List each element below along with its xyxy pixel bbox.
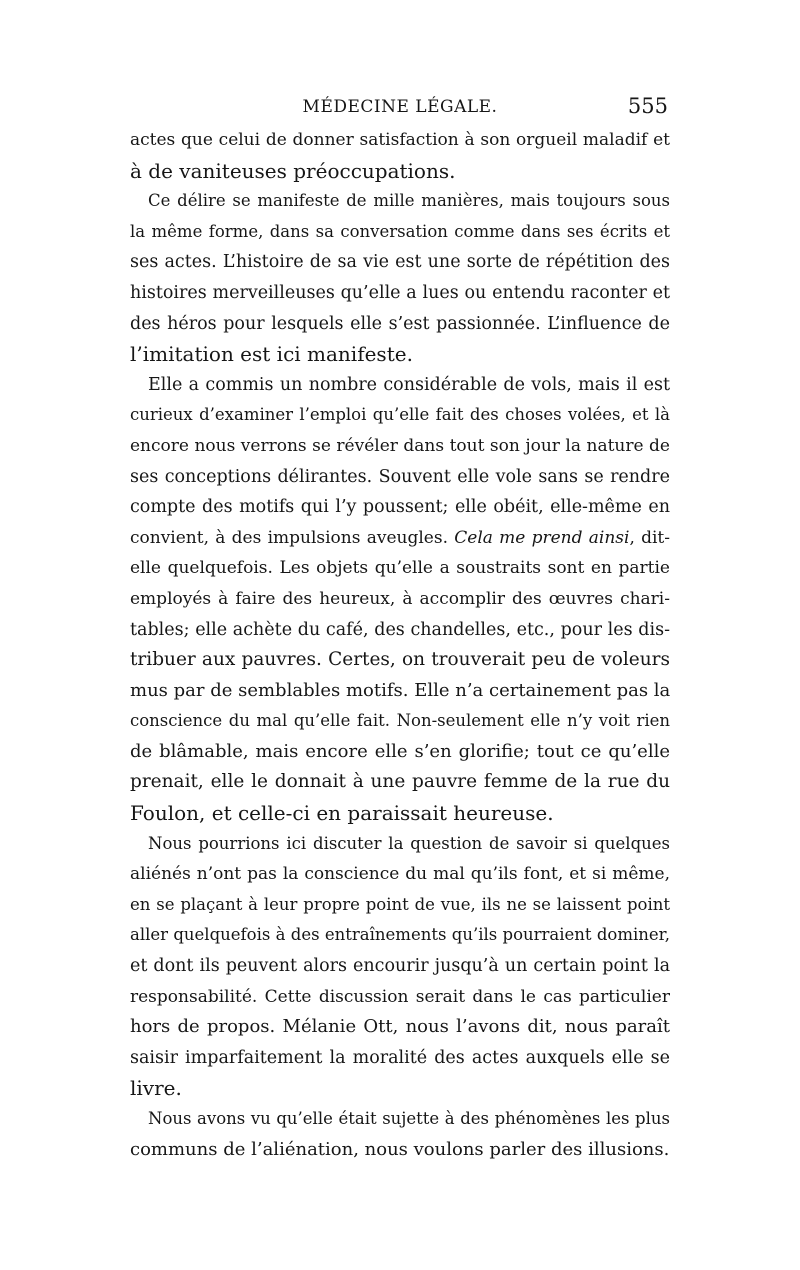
text-line xyxy=(130,676,670,707)
italic-quote: Cela me prend ainsi xyxy=(454,527,630,548)
line-text: employés à faire des heureux, à accomplir des œuvres chari- xyxy=(130,588,670,609)
running-head xyxy=(130,94,670,127)
line-text: des héros pour lesquels elle s’est passionnée. L’influence de xyxy=(130,313,670,334)
line-text: elle quelquefois. Les objets qu’elle a soustraits sont en partie xyxy=(130,558,670,579)
text-line xyxy=(130,400,670,431)
text-line xyxy=(130,156,670,187)
text-line xyxy=(130,767,670,798)
line-text: saisir imparfaitement la moralité des actes auxquels elle se xyxy=(130,1047,670,1068)
line-text-after: , dit- xyxy=(629,527,670,548)
line-text: communs de l’aliénation, nous voulons parler des illusions. xyxy=(130,1138,670,1160)
line-text: ses conceptions délirantes. Souvent elle vole sans se rendre xyxy=(130,466,670,487)
text-line xyxy=(130,1043,670,1074)
line-text: et dont ils peuvent alors encourir jusqu’à un certain point la xyxy=(130,956,670,977)
text-line xyxy=(130,982,670,1013)
line-text: curieux d’examiner l’emploi qu’elle fait des choses volées, et là xyxy=(130,405,670,425)
text-line xyxy=(130,1073,670,1104)
line-text: histoires merveilleuses qu’elle a lues ou entendu raconter et xyxy=(130,282,670,303)
line-text: Elle a commis un nombre considérable de vols, mais il est xyxy=(148,374,670,395)
line-text: actes que celui de donner satisfaction à son orgueil maladif et xyxy=(130,130,670,150)
text-line xyxy=(130,309,670,340)
line-text: prenait, elle le donnait à une pauvre femme de la rue du xyxy=(130,771,670,793)
line-text: l’imitation est ici manifeste. xyxy=(130,342,413,367)
line-text: ses actes. L’histoire de sa vie est une sorte de répétition des xyxy=(130,252,670,273)
line-text: encore nous verrons se révéler dans tout son jour la nature de xyxy=(130,435,670,456)
line-text: responsabilité. Cette discussion serait dans le cas particulier xyxy=(130,986,670,1007)
text-line xyxy=(130,706,670,737)
line-text: la même forme, dans sa conversation comme dans ses écrits et xyxy=(130,221,670,241)
line-text: hors de propos. Mélanie Ott, nous l’avons dit, nous paraît xyxy=(130,1016,670,1038)
text-line xyxy=(130,217,670,248)
page-number: 555 xyxy=(627,94,668,118)
line-text: livre. xyxy=(130,1076,182,1101)
line-text: aller quelquefois à des entraînements qu’ils pourraient dominer, xyxy=(130,925,670,945)
text-line xyxy=(130,1104,670,1135)
text-line xyxy=(130,370,670,401)
body-text xyxy=(130,125,670,1165)
line-text: Nous avons vu qu’elle était sujette à des phénomènes les plus xyxy=(148,1109,670,1128)
text-line xyxy=(130,1012,670,1043)
line-text: à de vaniteuses préoccupations. xyxy=(130,158,456,183)
text-line xyxy=(130,645,670,676)
text-line xyxy=(130,553,670,584)
line-text: tables; elle achète du café, des chandelles, etc., pour les dis- xyxy=(130,619,670,640)
text-line xyxy=(130,615,670,646)
text-line xyxy=(130,278,670,309)
text-line xyxy=(130,920,670,951)
running-title: MÉDECINE LÉGALE. xyxy=(302,97,498,117)
text-line xyxy=(130,798,670,829)
line-text: Foulon, et celle-ci en paraissait heureuse. xyxy=(130,801,554,826)
text-line xyxy=(130,737,670,768)
line-text: compte des motifs qui l’y poussent; elle obéit, elle-même en xyxy=(130,497,670,518)
text-line xyxy=(130,186,670,217)
text-line xyxy=(130,890,670,921)
text-line xyxy=(130,859,670,890)
text-line xyxy=(130,584,670,615)
line-text: mus par de semblables motifs. Elle n’a certainement pas la xyxy=(130,679,671,701)
line-text: conscience du mal qu’elle fait. Non-seulement elle n’y voit rien xyxy=(130,711,670,731)
line-text: aliénés n’ont pas la conscience du mal qu’ils font, et si même, xyxy=(130,864,670,885)
line-text: Nous pourrions ici discuter la question de savoir si quelques xyxy=(148,833,670,853)
text-line xyxy=(130,462,670,493)
text-line xyxy=(130,247,670,278)
line-text: convient, à des impulsions aveugles. xyxy=(130,527,448,548)
text-line xyxy=(130,951,670,982)
line-text: de blâmable, mais encore elle s’en glorifie; tout ce qu’elle xyxy=(130,740,670,762)
line-text: tribuer aux pauvres. Certes, on trouverait peu de voleurs xyxy=(130,649,670,671)
text-line xyxy=(130,523,670,554)
text-line xyxy=(130,431,670,462)
line-text: en se plaçant à leur propre point de vue, ils ne se laissent point xyxy=(130,894,670,914)
line-text: Ce délire se manifeste de mille manières, mais toujours sous xyxy=(148,191,670,211)
text-line xyxy=(130,1135,670,1166)
text-line xyxy=(130,125,670,156)
text-line xyxy=(130,829,670,860)
text-line xyxy=(130,492,670,523)
text-line xyxy=(130,339,670,370)
